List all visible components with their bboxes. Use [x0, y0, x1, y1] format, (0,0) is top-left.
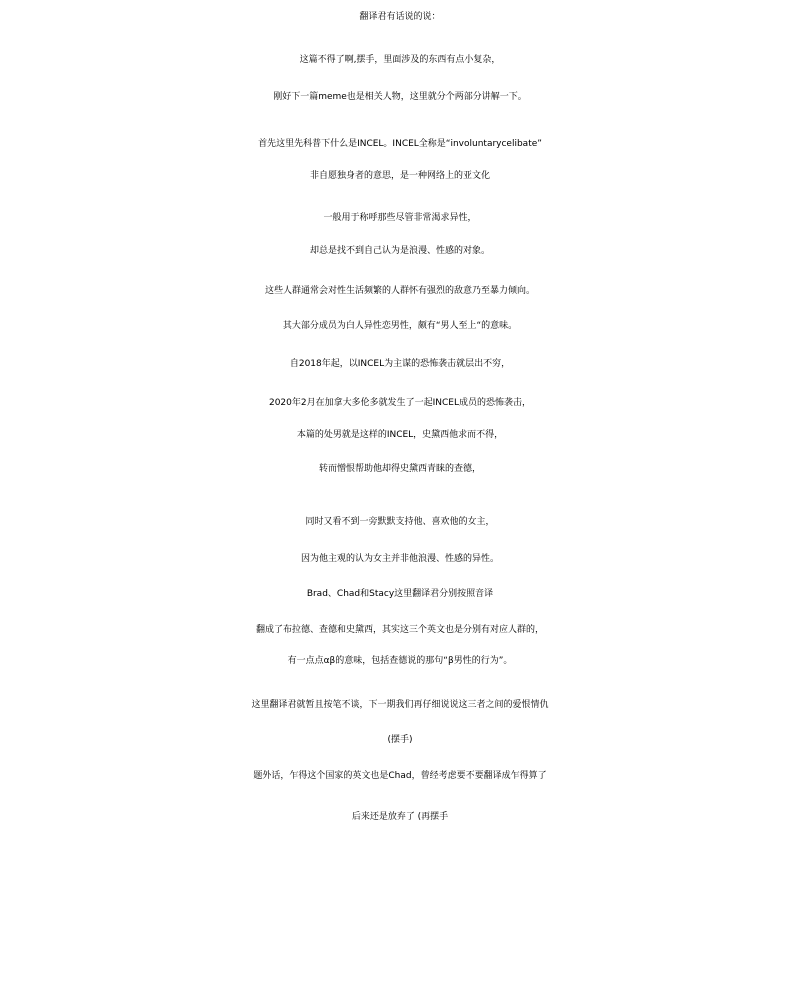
- note-line: 其大部分成员为白人异性恋男性，颇有“男人至上“的意味。: [282, 321, 518, 331]
- note-line: 自2018年起，以INCEL为主谋的恐怖袭击就层出不穷，: [289, 359, 511, 369]
- note-line: 刚好下一篇meme也是相关人物，这里就分个两部分讲解一下。: [273, 92, 527, 102]
- note-line: 因为他主观的认为女主并非他浪漫、性感的异性。: [300, 554, 499, 564]
- note-line: 后来还是放弃了 (再摆手: [351, 812, 449, 822]
- note-line: 2020年2月在加拿大多伦多就发生了一起INCEL成员的恐怖袭击，: [268, 398, 531, 408]
- note-line: 这篇不得了啊,摆手，里面涉及的东西有点小复杂，: [299, 55, 501, 65]
- note-heading: 翻译君有话说的说：: [359, 12, 441, 22]
- note-line: 一般用于称呼那些尽管非常渴求异性，: [323, 213, 477, 223]
- note-line: 题外话，乍得这个国家的英文也是Chad，曾经考虑要不要翻译成乍得算了: [253, 771, 547, 781]
- note-line: (摆手): [387, 735, 413, 745]
- note-line: 本篇的处男就是这样的INCEL，史黛西他求而不得，: [296, 430, 504, 440]
- note-line: 转而憎恨帮助他却得史黛西青睐的查德，: [318, 464, 481, 474]
- note-line: 首先这里先科普下什么是INCEL。INCEL全称是“involuntarycelibate”: [258, 139, 542, 149]
- note-line: 这些人群通常会对性生活频繁的人群怀有强烈的敌意乃至暴力倾向。: [264, 286, 535, 296]
- note-line: 这里翻译君就暂且按笔不谈，下一期我们再仔细说说这三者之间的爱恨情仇: [251, 700, 549, 710]
- note-line: 翻成了布拉德、查德和史黛西，其实这三个英文也是分别有对应人群的，: [255, 625, 544, 635]
- note-line: 却总是找不到自己认为是浪漫、性感的对象。: [309, 246, 490, 256]
- note-line: Brad、Chad和Stacy这里翻译君分别按照音译: [306, 589, 494, 599]
- note-line: 有一点点αβ的意味，包括查德说的那句“β男性的行为”。: [287, 656, 513, 666]
- note-line: 同时又看不到一旁默默支持他、喜欢他的女主，: [305, 517, 495, 527]
- note-line: 非自愿独身者的意思，是一种网络上的亚文化: [309, 171, 490, 181]
